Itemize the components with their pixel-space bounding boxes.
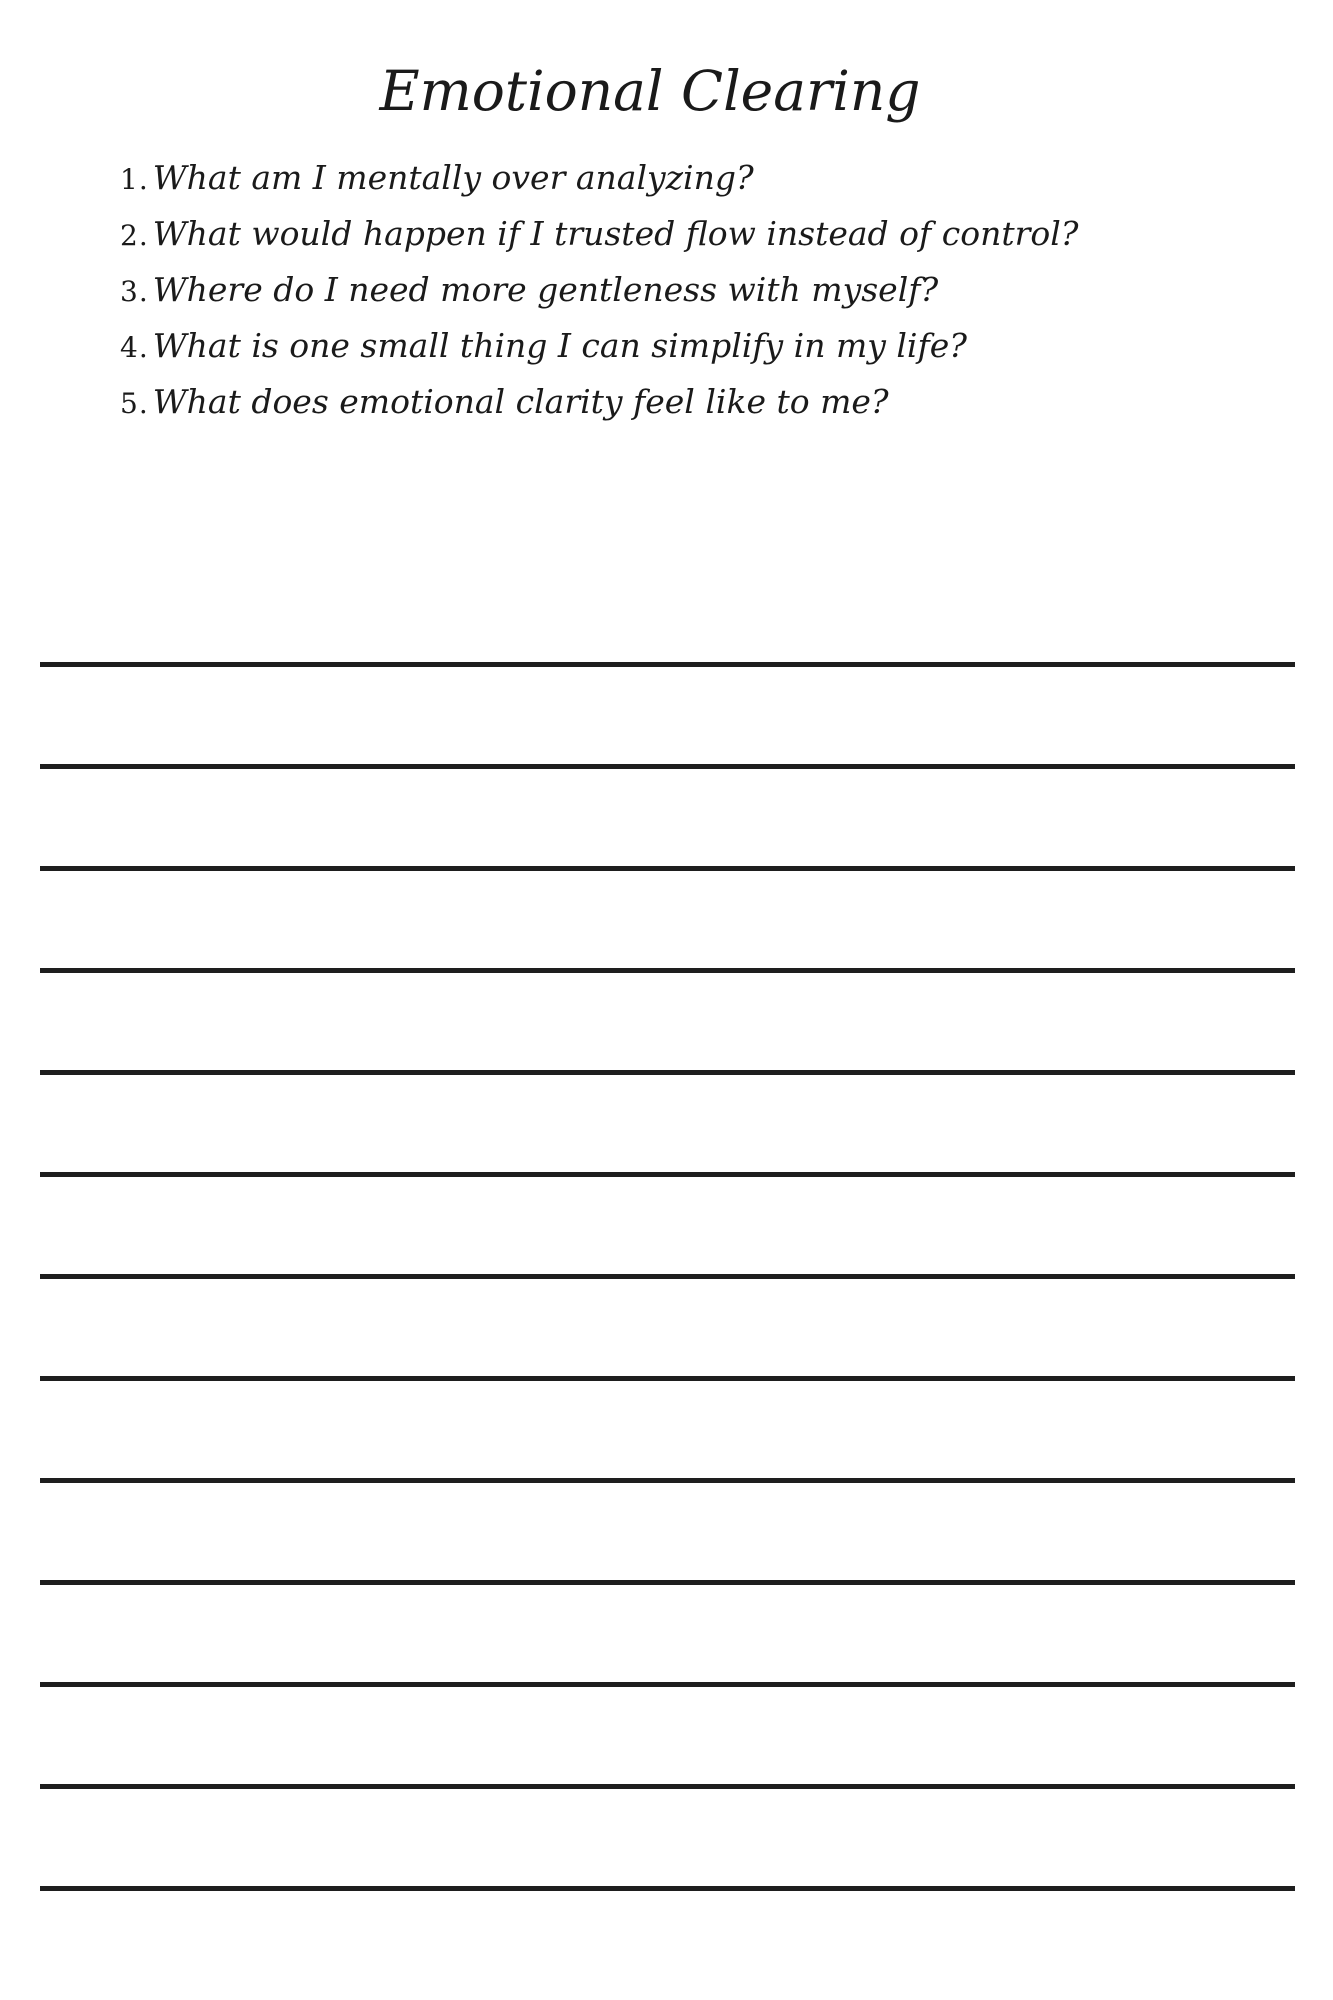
writing-line: [40, 1070, 1295, 1075]
prompt-text: What is one small thing I can simplify in my life?: [152, 326, 967, 365]
writing-line: [40, 1886, 1295, 1891]
writing-line: [40, 1274, 1295, 1279]
writing-line: [40, 1478, 1295, 1483]
prompt-text: What am I mentally over analyzing?: [152, 158, 754, 197]
writing-line: [40, 968, 1295, 973]
prompt-number: 2.: [120, 219, 149, 252]
prompt-number: 4.: [120, 331, 149, 364]
prompt-number: 1.: [120, 163, 149, 196]
prompt-number: 5.: [120, 387, 149, 420]
writing-line: [40, 662, 1295, 667]
writing-line: [40, 764, 1295, 769]
writing-line: [40, 1580, 1295, 1585]
writing-line: [40, 1784, 1295, 1789]
writing-area[interactable]: [40, 0, 1295, 2000]
page-title: Emotional Clearing: [379, 59, 921, 123]
writing-line: [40, 1682, 1295, 1687]
prompt-text: What does emotional clarity feel like to me?: [152, 382, 889, 421]
writing-line: [40, 1376, 1295, 1381]
prompt-number: 3.: [120, 275, 149, 308]
prompt-text: Where do I need more gentleness with myself?: [152, 270, 939, 309]
writing-line: [40, 866, 1295, 871]
prompt-text: What would happen if I trusted flow instead of control?: [152, 214, 1079, 253]
writing-line: [40, 1172, 1295, 1177]
